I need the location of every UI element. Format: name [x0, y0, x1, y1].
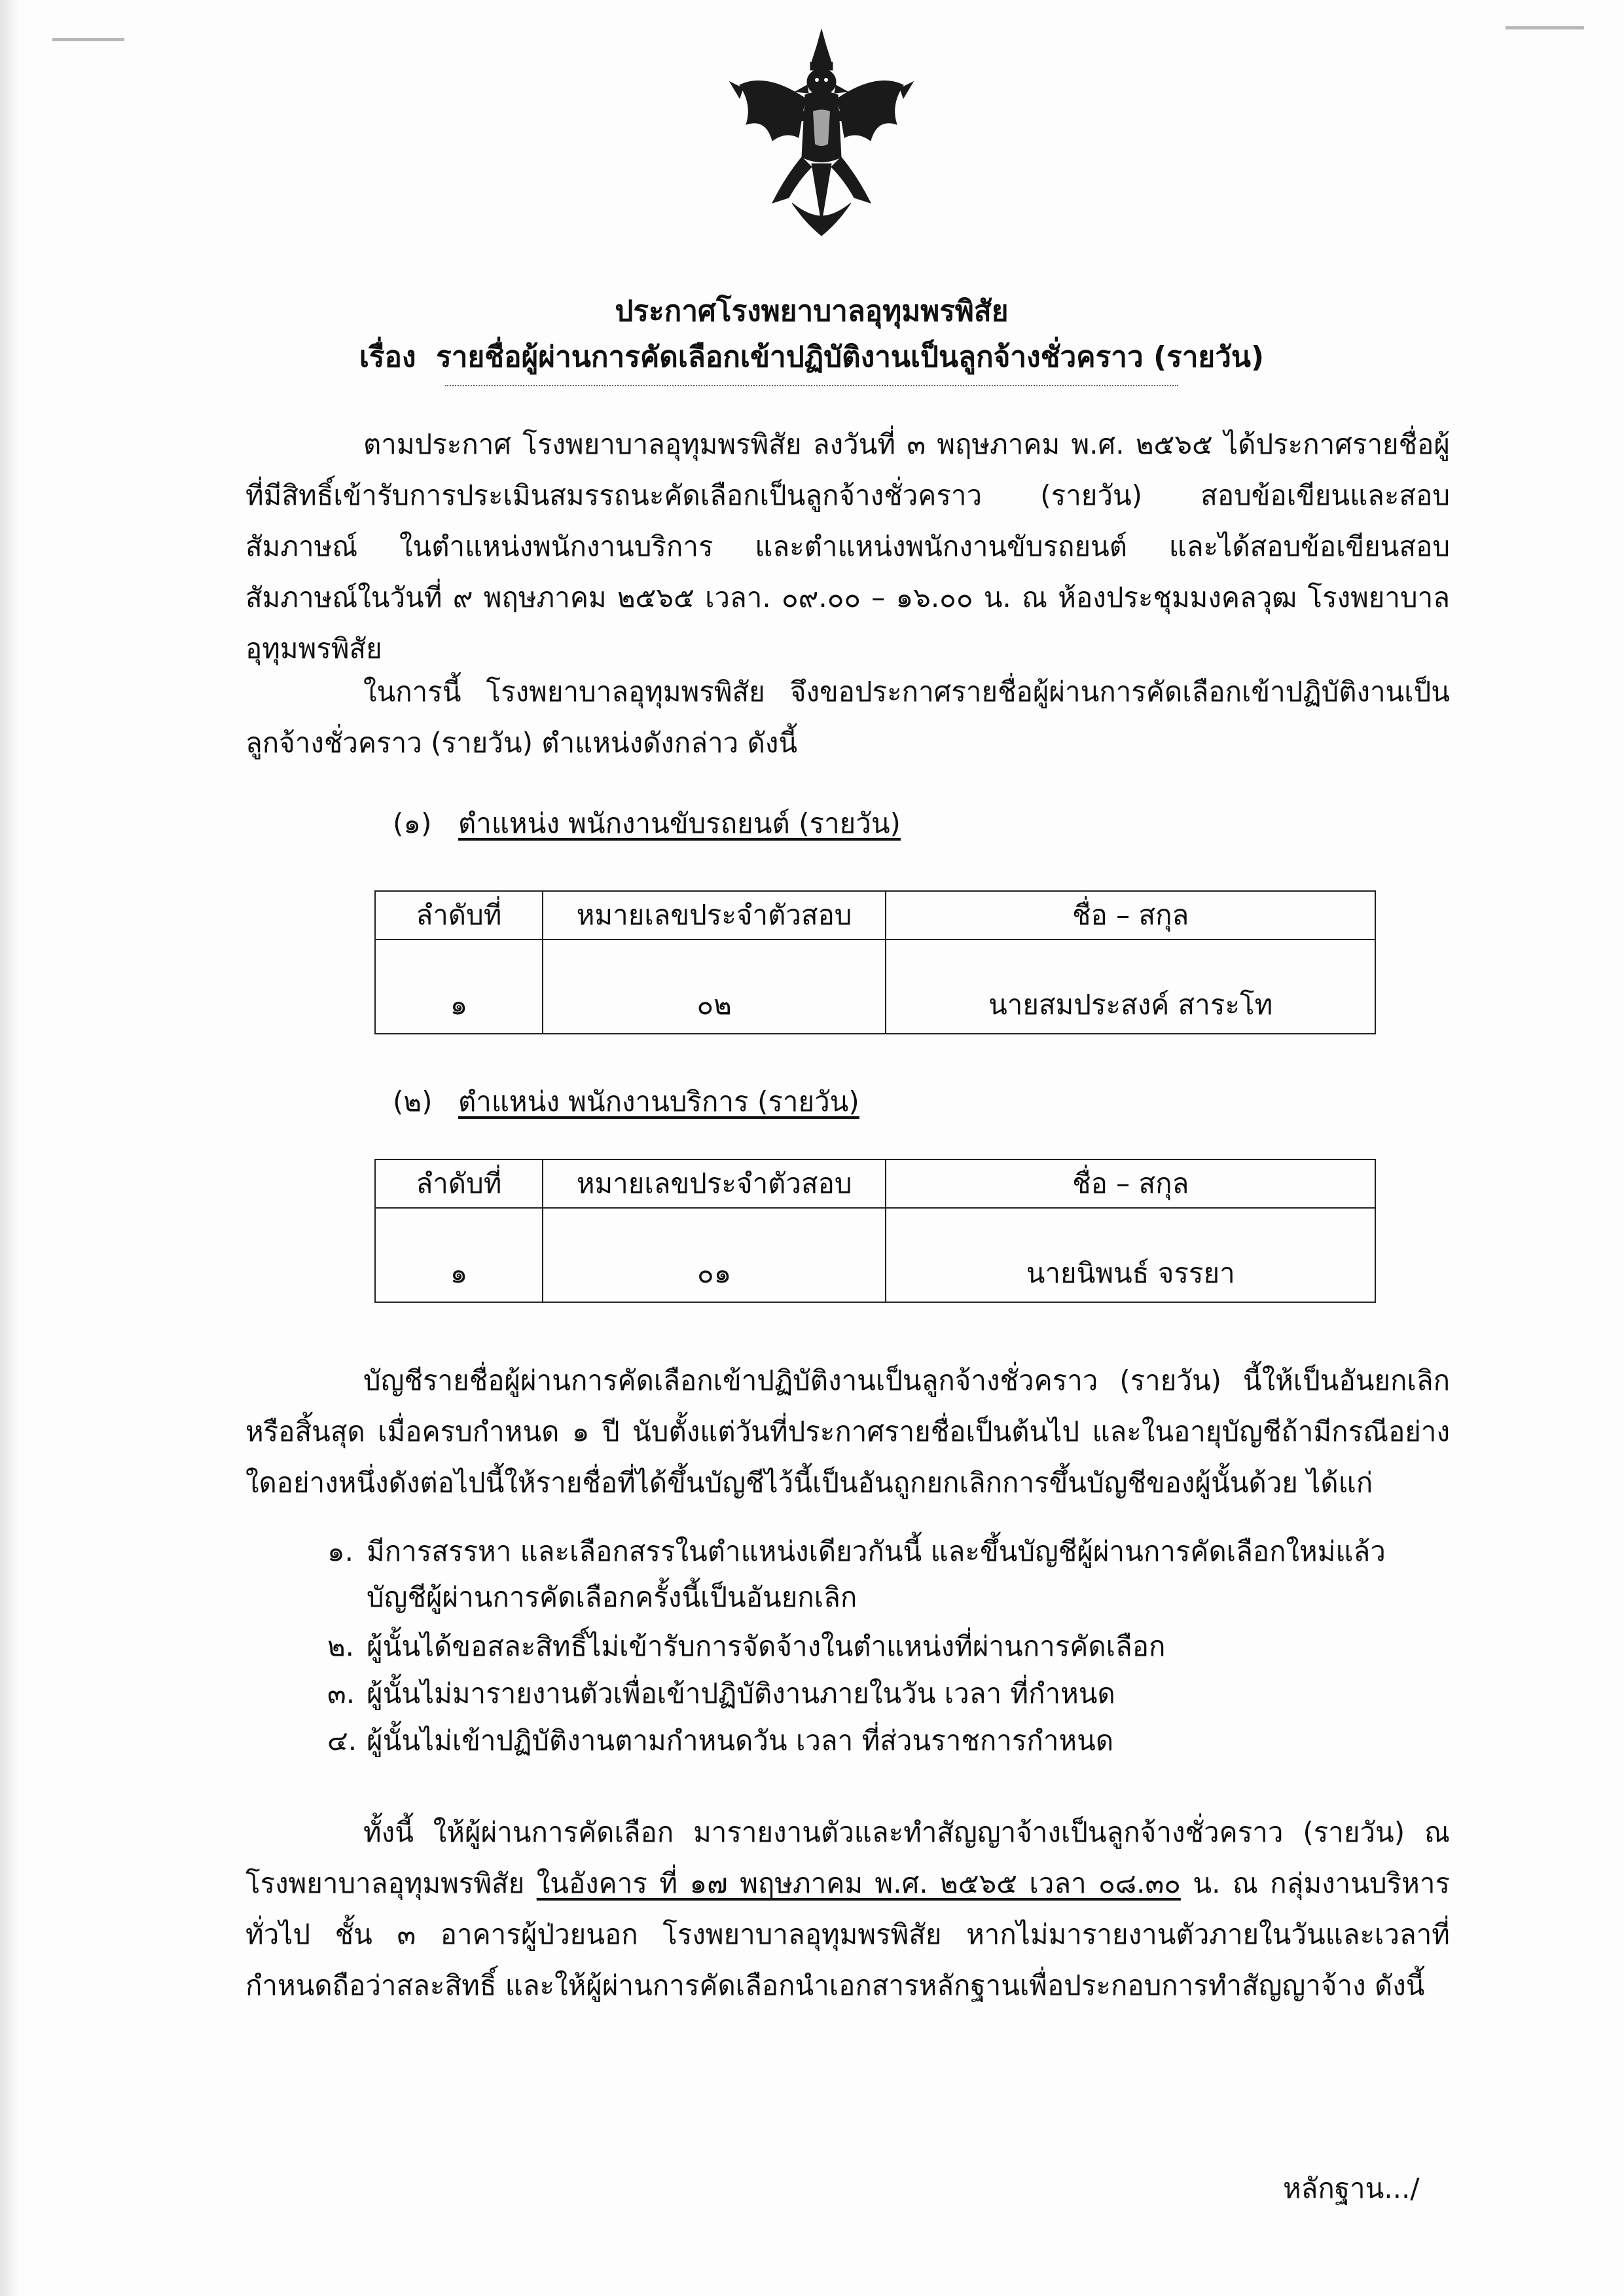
section-title: ตำแหน่ง พนักงานบริการ (รายวัน)	[458, 1085, 859, 1118]
table-row	[375, 1208, 1375, 1302]
cell-order: ๑	[375, 1208, 543, 1302]
paragraph-background	[245, 419, 1450, 674]
service-results-table	[374, 1159, 1376, 1303]
subject-label: เรื่อง	[359, 340, 416, 374]
column-header-order: ลำดับที่	[375, 891, 543, 939]
cell-exam-id: ๐๑	[543, 1208, 886, 1302]
paragraph-list-validity-text: บัญชีรายชื่อผู้ผ่านการคัดเลือกเข้าปฏิบัติงานเป็นลูกจ้างชั่วคราว (รายวัน) นี้ให้เป็นอันยกเลิกหรือสิ้นสุด เมื่อครบกำหนด ๑ ปี นับตั้งแต่วันที่ประกาศรายชื่อเป็นต้นไป และในอายุบัญชีถ้ามีกรณีอย่างใดอย่างหนึ่งดังต่อไปนี้ให้รายชื่อที่ได้ขึ้นบัญชีไว้นี้เป็นอันถูกยกเลิกการขึ้นบัญชีของผู้นั้นด้วย ได้แก่	[245, 1364, 1450, 1499]
paragraph-background-text: ตามประกาศ โรงพยาบาลอุทุมพรพิสัย ลงวันที่ ๓ พฤษภาคม พ.ศ. ๒๕๖๕ ได้ประกาศรายชื่อผู้ที่มีสิทธิ์เข้ารับการประเมินสมรรถนะคัดเลือกเป็นลูกจ้างชั่วคราว (รายวัน) สอบข้อเขียนและสอบสัมภาษณ์ ในตำแหน่งพนักงานบริการ และตำแหน่งพนักงานขับรถยนต์ และได้สอบข้อเขียนสอบสัมภาษณ์ในวันที่ ๙ พฤษภาคม ๒๕๖๕ เวลา. ๐๙.๐๐ – ๑๖.๐๐ น. ณ ห้องประชุมมงคลวุฒ โรงพยาบาลอุทุมพรพิสัย	[245, 428, 1450, 665]
cell-name: นายสมประสงค์ สาระโท	[886, 939, 1375, 1034]
cell-name: นายนิพนธ์ จรรยา	[886, 1208, 1375, 1302]
subject-text: รายชื่อผู้ผ่านการคัดเลือกเข้าปฏิบัติงานเป็นลูกจ้างชั่วคราว (รายวัน)	[436, 340, 1265, 374]
column-header-name: ชื่อ – สกุล	[886, 891, 1375, 939]
scan-mark	[1506, 26, 1584, 29]
condition-item	[327, 1718, 1113, 1764]
scan-mark	[52, 38, 124, 41]
condition-text: ผู้นั้นไม่มารายงานตัวเพื่อเข้าปฏิบัติงานภายในวัน เวลา ที่กำหนด	[367, 1677, 1115, 1709]
paragraph-report-text-end: น. ณ กลุ่มงานบริหารทั่วไป ชั้น ๓ อาคารผู้ป่วยนอก โรงพยาบาลอุทุมพรพิสัย หากไม่มารายงานตัวภายในวันและเวลาที่กำหนดถือว่าสละสิทธิ์ และให้ผู้ผ่านการคัดเลือกนำเอกสารหลักฐานเพื่อประกอบการทำสัญญาจ้าง ดังนี้	[245, 1867, 1451, 2001]
section-service-heading	[393, 1080, 859, 1123]
condition-number: ๓.	[327, 1677, 355, 1709]
section-driver-heading	[393, 802, 901, 845]
table-row	[375, 939, 1375, 1034]
section-number: (๑)	[393, 807, 432, 839]
section-title: ตำแหน่ง พนักงานขับรถยนต์ (รายวัน)	[458, 807, 901, 839]
condition-text: ผู้นั้นไม่เข้าปฏิบัติงานตามกำหนดวัน เวลา ที่ส่วนราชการกำหนด	[367, 1724, 1114, 1757]
paragraph-report-instructions	[245, 1807, 1450, 2011]
condition-number: ๒.	[327, 1630, 355, 1662]
condition-number: ๔.	[327, 1724, 357, 1757]
condition-item-continued	[367, 1575, 857, 1620]
condition-number: ๑.	[327, 1535, 354, 1567]
paragraph-list-validity	[245, 1355, 1450, 1508]
condition-text: ผู้นั้นได้ขอสละสิทธิ์ไม่เข้ารับการจัดจ้างในตำแหน่งที่ผ่านการคัดเลือก	[367, 1630, 1166, 1662]
next-page-indicator: หลักฐาน.../	[1283, 2172, 1420, 2204]
cell-order: ๑	[375, 939, 543, 1034]
condition-text: บัญชีผู้ผ่านการคัดเลือกครั้งนี้เป็นอันยกเลิก	[367, 1581, 857, 1613]
condition-item	[327, 1624, 1165, 1669]
paragraph-announcement-text: ในการนี้ โรงพยาบาลอุทุมพรพิสัย จึงขอประกาศรายชื่อผู้ผ่านการคัดเลือกเข้าปฏิบัติงานเป็นลูกจ้างชั่วคราว (รายวัน) ตำแหน่งดังกล่าว ดังนี้	[245, 676, 1450, 759]
cell-exam-id: ๐๒	[543, 939, 886, 1034]
table-header-row	[375, 1159, 1375, 1208]
garuda-emblem-icon	[727, 26, 916, 242]
announcement-subject	[196, 334, 1427, 380]
report-date-time: ในอังคาร ที่ ๑๗ พฤษภาคม พ.ศ. ๒๕๖๕ เวลา ๐๘.๓๐	[536, 1867, 1181, 1899]
paragraph-announcement	[245, 666, 1450, 769]
paragraph-report-text: ทั้งนี้ ให้ผู้ผ่านการคัดเลือก มารายงานตัวและทำสัญญาจ้างเป็นลูกจ้างชั่วคราว (รายวัน) ณ โรงพยาบาลอุทุมพรพิสัย	[245, 1816, 1450, 1899]
condition-text: มีการสรรหา และเลือกสรรในตำแหน่งเดียวกันนี้ และขึ้นบัญชีผู้ผ่านการคัดเลือกใหม่แล้ว	[367, 1535, 1386, 1567]
column-header-exam-id: หมายเลขประจำตัวสอบ	[543, 1159, 886, 1208]
condition-item	[327, 1671, 1115, 1717]
column-header-exam-id: หมายเลขประจำตัวสอบ	[543, 891, 886, 939]
column-header-order: ลำดับที่	[375, 1159, 543, 1208]
title-divider	[445, 385, 1178, 386]
driver-results-table	[374, 890, 1376, 1034]
condition-item	[327, 1529, 1386, 1575]
announcement-title: ประกาศโรงพยาบาลอุทุมพรพิสัย	[615, 295, 1009, 328]
section-number: (๒)	[393, 1085, 433, 1118]
column-header-name: ชื่อ – สกุล	[886, 1159, 1375, 1208]
table-header-row	[375, 891, 1375, 939]
scan-edge	[0, 0, 20, 2296]
